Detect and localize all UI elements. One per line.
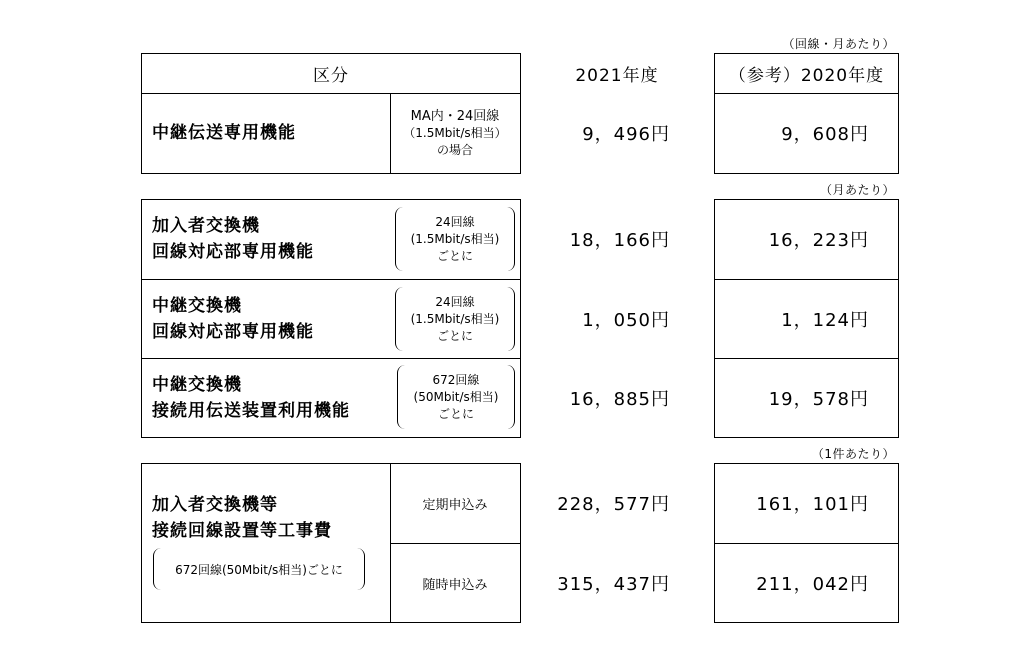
value-2021: 1，050円 <box>582 309 670 331</box>
header-year-2020: （参考）2020年度 <box>728 65 885 86</box>
header-year-2021: 2021年度 <box>575 65 659 86</box>
unit-note-per-item: （1件あたり） <box>811 447 895 461</box>
unit-note-per-line-month: （回線・月あたり） <box>782 37 895 51</box>
value-2020: 211，042円 <box>756 574 869 595</box>
row-name: 加入者交換機 回線対応部専用機能 <box>152 216 314 262</box>
sub-row-label: 随時申込み <box>422 577 488 593</box>
row-name: 中継伝送専用機能 <box>152 123 296 143</box>
row-note: 672回線 (50Mbit/s相当) ごとに <box>413 372 499 421</box>
value-2021: 18，166円 <box>569 230 670 251</box>
value-2020: 161，101円 <box>756 494 869 515</box>
sub-row-label: 定期申込み <box>422 497 488 513</box>
value-2020: 1，124円 <box>781 309 869 331</box>
value-2020: 16，223円 <box>768 230 869 251</box>
row-note: 24回線 (1.5Mbit/s相当) ごとに <box>410 294 500 343</box>
header-category: 区分 <box>313 65 349 86</box>
value-2021: 16，885円 <box>569 389 670 410</box>
value-2021: 315，437円 <box>557 574 670 595</box>
construction-note: 672回線(50Mbit/s相当)ごとに <box>175 562 343 577</box>
row-note: MA内・24回線 （1.5Mbit/s相当） の場合 <box>403 108 507 157</box>
value-2021: 9，496円 <box>582 124 670 145</box>
value-2021: 228，577円 <box>557 494 670 515</box>
construction-name: 加入者交換機等 接続回線設置等工事費 <box>152 495 332 541</box>
value-2020: 19，578円 <box>768 389 869 410</box>
row-name: 中継交換機 接続用伝送装置利用機能 <box>152 375 350 421</box>
value-2020: 9，608円 <box>781 124 869 145</box>
unit-note-per-month: （月あたり） <box>819 183 895 197</box>
row-name: 中継交換機 回線対応部専用機能 <box>152 295 314 342</box>
row-note: 24回線 (1.5Mbit/s相当) ごとに <box>410 214 500 263</box>
